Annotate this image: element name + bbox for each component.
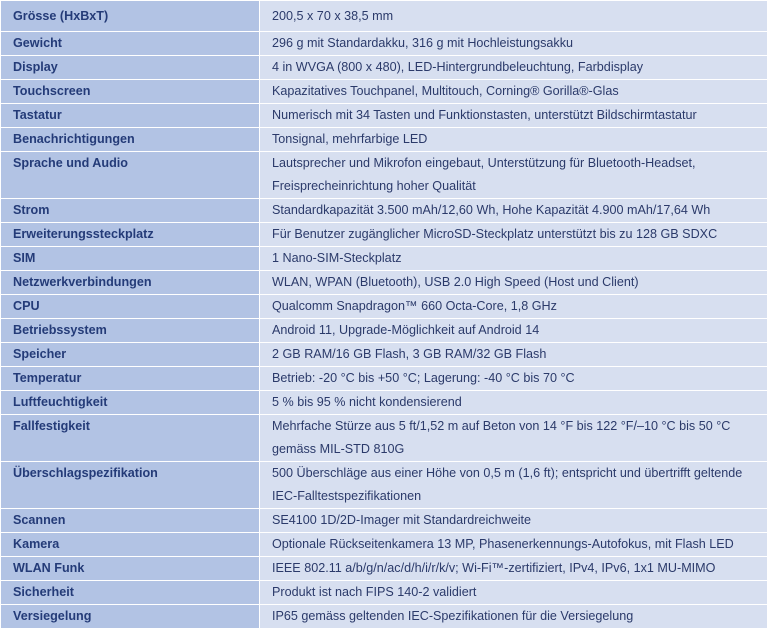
spec-row-groesse — [1, 1, 768, 32]
spec-row-speicher — [1, 343, 768, 367]
spec-label: Speicher — [1, 343, 260, 367]
spec-row-betriebssystem — [1, 319, 768, 343]
spec-value: Optionale Rückseitenkamera 13 MP, Phasenerkennungs-Autofokus, mit Flash LED — [260, 533, 768, 557]
spec-label: Sprache und Audio — [1, 152, 260, 199]
spec-row-wlan-funk — [1, 557, 768, 581]
spec-row-temperatur — [1, 367, 768, 391]
spec-row-sprache-audio — [1, 152, 768, 199]
spec-label: Scannen — [1, 509, 260, 533]
spec-label: Strom — [1, 199, 260, 223]
spec-value: SE4100 1D/2D-Imager mit Standardreichweite — [260, 509, 768, 533]
spec-row-tastatur — [1, 104, 768, 128]
spec-value: Qualcomm Snapdragon™ 660 Octa-Core, 1,8 GHz — [260, 295, 768, 319]
spec-row-strom — [1, 199, 768, 223]
spec-label: Tastatur — [1, 104, 260, 128]
spec-row-luftfeuchtigkeit — [1, 391, 768, 415]
spec-value: 200,5 x 70 x 38,5 mm — [260, 1, 768, 32]
spec-value: Standardkapazität 3.500 mAh/12,60 Wh, Hohe Kapazität 4.900 mAh/17,64 Wh — [260, 199, 768, 223]
spec-value: IP65 gemäss geltenden IEC-Spezifikationen für die Versiegelung — [260, 605, 768, 629]
spec-value: Für Benutzer zugänglicher MicroSD-Steckplatz unterstützt bis zu 128 GB SDXC — [260, 223, 768, 247]
spec-label: Überschlagspezifikation — [1, 462, 260, 509]
spec-value: 296 g mit Standardakku, 316 g mit Hochleistungsakku — [260, 32, 768, 56]
spec-label: Betriebssystem — [1, 319, 260, 343]
spec-label: Versiegelung — [1, 605, 260, 629]
spec-label: Benachrichtigungen — [1, 128, 260, 152]
spec-label: Grösse (HxBxT) — [1, 1, 260, 32]
spec-row-sim — [1, 247, 768, 271]
spec-label: SIM — [1, 247, 260, 271]
spec-value: 4 in WVGA (800 x 480), LED-Hintergrundbeleuchtung, Farbdisplay — [260, 56, 768, 80]
spec-value: Produkt ist nach FIPS 140-2 validiert — [260, 581, 768, 605]
spec-value: 5 % bis 95 % nicht kondensierend — [260, 391, 768, 415]
spec-value: Tonsignal, mehrfarbige LED — [260, 128, 768, 152]
spec-row-touchscreen — [1, 80, 768, 104]
spec-label: Temperatur — [1, 367, 260, 391]
spec-label: CPU — [1, 295, 260, 319]
spec-label: Sicherheit — [1, 581, 260, 605]
spec-row-fallfestigkeit — [1, 415, 768, 462]
spec-row-kamera — [1, 533, 768, 557]
spec-value: WLAN, WPAN (Bluetooth), USB 2.0 High Speed (Host und Client) — [260, 271, 768, 295]
spec-label: Erweiterungssteckplatz — [1, 223, 260, 247]
spec-value: Kapazitatives Touchpanel, Multitouch, Corning® Gorilla®-Glas — [260, 80, 768, 104]
spec-label: Gewicht — [1, 32, 260, 56]
spec-value: 500 Überschläge aus einer Höhe von 0,5 m (1,6 ft); entspricht und übertrifft geltende IEC-Falltestspezifikationen — [260, 462, 768, 509]
spec-row-sicherheit — [1, 581, 768, 605]
spec-row-netzwerkverbindungen — [1, 271, 768, 295]
spec-row-erweiterungssteckplatz — [1, 223, 768, 247]
spec-value: Lautsprecher und Mikrofon eingebaut, Unterstützung für Bluetooth-Headset, Freisprecheinrichtung hoher Qualität — [260, 152, 768, 199]
spec-row-scannen — [1, 509, 768, 533]
spec-row-benachrichtigungen — [1, 128, 768, 152]
spec-label: Touchscreen — [1, 80, 260, 104]
spec-label: Display — [1, 56, 260, 80]
spec-label: Luftfeuchtigkeit — [1, 391, 260, 415]
spec-value: Mehrfache Stürze aus 5 ft/1,52 m auf Beton von 14 °F bis 122 °F/–10 °C bis 50 °C gemäss MIL-STD 810G — [260, 415, 768, 462]
spec-row-display — [1, 56, 768, 80]
spec-label: WLAN Funk — [1, 557, 260, 581]
spec-value: 1 Nano-SIM-Steckplatz — [260, 247, 768, 271]
spec-row-gewicht — [1, 32, 768, 56]
spec-value: 2 GB RAM/16 GB Flash, 3 GB RAM/32 GB Flash — [260, 343, 768, 367]
spec-table-body — [1, 1, 768, 629]
spec-label: Kamera — [1, 533, 260, 557]
spec-value: Android 11, Upgrade-Möglichkeit auf Android 14 — [260, 319, 768, 343]
spec-label: Fallfestigkeit — [1, 415, 260, 462]
spec-value: Numerisch mit 34 Tasten und Funktionstasten, unterstützt Bildschirmtastatur — [260, 104, 768, 128]
spec-value: IEEE 802.11 a/b/g/n/ac/d/h/i/r/k/v; Wi-Fi™-zertifiziert, IPv4, IPv6, 1x1 MU-MIMO — [260, 557, 768, 581]
spec-value: Betrieb: -20 °C bis +50 °C; Lagerung: -40 °C bis 70 °C — [260, 367, 768, 391]
spec-label: Netzwerkverbindungen — [1, 271, 260, 295]
spec-row-versiegelung — [1, 605, 768, 629]
spec-row-cpu — [1, 295, 768, 319]
spec-row-ueberschlagspezifikation — [1, 462, 768, 509]
